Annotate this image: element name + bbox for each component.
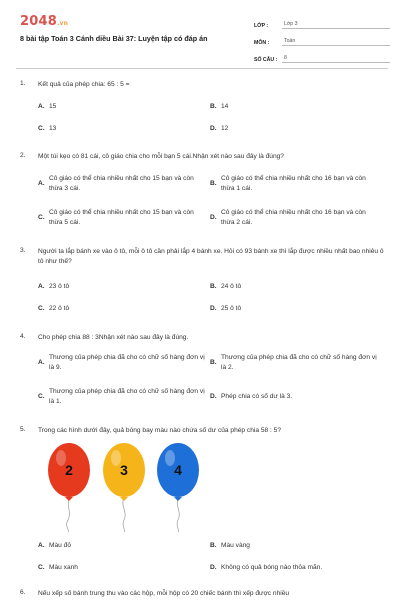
meta-row-subject — [254, 33, 390, 46]
question-text: Cho phép chia 88 : 3Nhận xét nào sau đây là đúng. — [38, 334, 189, 341]
document-header — [20, 14, 390, 64]
logo-main: 2048 — [20, 14, 57, 29]
option-letter: B. — [210, 179, 217, 187]
option-text: Thương của phép chia đã cho có chữ số hàng đơn vị là 9. — [49, 354, 205, 371]
option-text: 14 — [221, 103, 229, 110]
option-text: Thương của phép chia đã cho có chữ số hàng đơn vị là 2. — [221, 354, 377, 371]
question-text: Kết quả của phép chia: 65 : 5 = — [38, 81, 130, 88]
header-divider — [16, 68, 388, 69]
logo-suffix: .vn — [56, 20, 69, 27]
option-c[interactable] — [38, 304, 198, 314]
question-6 — [20, 589, 390, 599]
option-text: 15 — [49, 103, 57, 110]
balloons-svg — [44, 440, 204, 532]
option-letter: A. — [38, 542, 45, 549]
option-text: 24 ô tô — [221, 283, 242, 290]
option-text: Phép chia có số dư là 3. — [221, 393, 293, 400]
option-b[interactable] — [210, 541, 370, 551]
option-text: Thương của phép chia đã cho có chữ số hàng đơn vị là 1. — [49, 388, 205, 405]
option-text: Cô giáo có thể chia nhiều nhất cho 16 bạn và còn thừa 1 cái. — [221, 175, 366, 192]
option-a[interactable] — [38, 282, 198, 292]
option-letter: D. — [210, 213, 217, 221]
option-c[interactable] — [38, 387, 206, 406]
option-letter: A. — [38, 103, 45, 110]
question-number: 6. — [20, 589, 26, 596]
option-letter: A. — [38, 179, 45, 187]
option-d[interactable] — [210, 304, 370, 314]
balloon-number: 4 — [174, 462, 182, 478]
question-number: 5. — [20, 426, 26, 433]
option-d[interactable] — [210, 563, 378, 573]
question-text: Người ta lắp bánh xe vào ô tô, mỗi ô tô cần phải lắp 4 bánh xe. Hỏi có 93 bánh xe thì lắp được nhiều nhất bao nhiêu ô tô như thế? — [38, 248, 384, 265]
meta-label: MÔN : — [254, 40, 270, 46]
option-text: 23 ô tô — [49, 283, 70, 290]
option-letter: C. — [38, 213, 45, 221]
question-number: 3. — [20, 247, 26, 254]
option-text: 13 — [49, 125, 57, 132]
balloon-yellow — [103, 443, 145, 532]
question-5 — [20, 426, 390, 436]
meta-row-class — [254, 16, 390, 29]
option-text: Màu xanh — [49, 564, 78, 571]
option-letter: D. — [210, 564, 217, 571]
question-2 — [20, 152, 390, 162]
question-1 — [20, 80, 390, 90]
option-letter: D. — [210, 305, 217, 312]
option-a[interactable] — [38, 353, 206, 372]
option-a[interactable] — [38, 174, 206, 193]
question-text: Một túi kẹo có 81 cái, cô giáo chia cho mỗi bạn 5 cái.Nhận xét nào sau đây là đúng? — [38, 153, 284, 160]
balloon-number: 3 — [120, 462, 128, 478]
option-text: Màu vàng — [221, 542, 250, 549]
option-letter: C. — [38, 392, 45, 400]
option-letter: B. — [210, 542, 217, 549]
option-text: Cô giáo có thể chia nhiều nhất cho 16 bạn và còn thừa 2 cái. — [221, 209, 366, 226]
option-letter: D. — [210, 393, 217, 400]
meta-label: SỐ CÂU : — [254, 57, 278, 63]
question-text: Trong các hình dưới đây, quả bóng bay màu nào chứa số dư của phép chia 58 : 5? — [38, 427, 282, 434]
option-text: Không có quả bóng nào thỏa mãn. — [221, 564, 323, 571]
meta-value: Toán — [282, 38, 390, 46]
meta-row-count — [254, 50, 390, 63]
option-a[interactable] — [38, 541, 198, 551]
option-text: Màu đỏ — [49, 542, 71, 549]
meta-info — [254, 16, 390, 67]
option-letter: B. — [210, 283, 217, 290]
question-text: Nếu xếp số bánh trung thu vào các hộp, mỗi hộp có 20 chiếc bánh thì xếp được nhiều — [38, 590, 290, 597]
option-a[interactable] — [38, 102, 198, 112]
option-text: Cô giáo có thể chia nhiều nhất cho 15 bạn và còn thừa 5 cái. — [49, 209, 194, 226]
question-3 — [20, 247, 390, 266]
option-letter: B. — [210, 358, 217, 366]
question-number: 2. — [20, 152, 26, 159]
option-d[interactable] — [210, 124, 370, 134]
option-d[interactable] — [210, 392, 378, 402]
meta-value: 8 — [282, 55, 390, 63]
option-letter: D. — [210, 125, 217, 132]
option-b[interactable] — [210, 102, 370, 112]
question-number: 4. — [20, 333, 26, 340]
meta-label: LỚP : — [254, 23, 269, 29]
option-letter: A. — [38, 358, 45, 366]
balloon-blue — [157, 443, 199, 532]
question-4 — [20, 333, 390, 343]
site-logo[interactable] — [20, 14, 68, 29]
option-letter: A. — [38, 283, 45, 290]
option-letter: C. — [38, 564, 45, 571]
option-text: Cô giáo có thể chia nhiều nhất cho 15 bạn và còn thừa 3 cái. — [49, 175, 194, 192]
option-text: 25 ô tô — [221, 305, 242, 312]
balloon-number: 2 — [65, 462, 73, 478]
question-number: 1. — [20, 80, 26, 87]
option-text: 22 ô tô — [49, 305, 70, 312]
option-b[interactable] — [210, 353, 378, 372]
meta-value: Lớp 3 — [282, 21, 390, 29]
option-b[interactable] — [210, 174, 378, 193]
option-c[interactable] — [38, 563, 198, 573]
option-c[interactable] — [38, 124, 198, 134]
option-letter: C. — [38, 125, 45, 132]
balloon-figure — [44, 440, 204, 532]
option-letter: B. — [210, 103, 217, 110]
document-title: 8 bài tập Toán 3 Cánh diều Bài 37: Luyện tập có đáp án — [20, 34, 208, 43]
option-d[interactable] — [210, 208, 378, 227]
option-text: 12 — [221, 125, 229, 132]
option-c[interactable] — [38, 208, 206, 227]
option-letter: C. — [38, 305, 45, 312]
option-b[interactable] — [210, 282, 370, 292]
balloon-red — [48, 443, 90, 532]
